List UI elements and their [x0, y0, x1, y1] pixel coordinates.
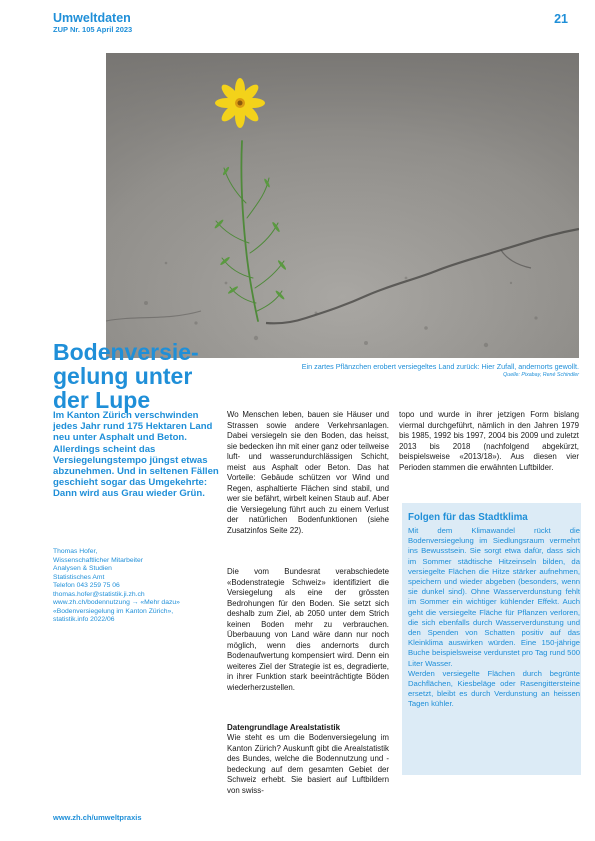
author-role: Wissenschaftlicher Mitarbeiter [53, 556, 144, 564]
sidebar-title: Folgen für das Stadtklima [408, 512, 528, 523]
author-link[interactable]: www.zh.ch/bodennutzung → «Mehr dazu» [53, 599, 180, 606]
flower-in-asphalt-image [106, 53, 579, 358]
issue-label: ZUP Nr. 105 April 2023 [53, 25, 133, 34]
author-report: «Bodenversiegelung im Kanton Zürich», [53, 607, 174, 615]
body-paragraph-4: topo und wurde in ihrer jetzigen Form bislang viermal durchgeführt, nämlich in den Jahren 1979 bis 1985, 1992 bis 1997, 2004 bis 2009 und zuletzt 2013 bis 2018 (nachfolgend abgekürzt, beispielsweise «2013/18»). Aus diesen vier Perioden stammen die erwähnten Luftbilder. [399, 410, 579, 472]
body-subheading: Datengrundlage Arealstatistik [227, 723, 341, 732]
article-lead: Im Kanton Zürich verschwinden jedes Jahr rund 175 Hektaren Land neu unter Asphalt und Beton. Allerdings scheint das Versiegelungstempo jüngst etwas abzunehmen. Und in seltenen Fällen geschieht sogar das Umgekehrte: Dann wird aus Grau wieder Grün. [53, 410, 219, 500]
footer-link[interactable]: www.zh.ch/umweltpraxis [53, 813, 142, 822]
author-ref: statistik.info 2022/06 [53, 616, 115, 623]
article-headline: Bodenversie-gelung unter der Lupe [53, 339, 199, 413]
sidebar-paragraph-2: Werden versiegelte Flächen durch begrünte Dachflächen, Kiesbeläge oder Rasengittersteine ersetzt, bleibt es durch Verdunstung an heissen Tagen kühler. [408, 668, 580, 709]
flower-icon [215, 78, 265, 128]
author-info [53, 548, 228, 625]
section-title: Umweltdaten [53, 11, 131, 25]
hero-photo [106, 53, 579, 358]
author-office: Statistisches Amt [53, 573, 105, 581]
author-name: Thomas Hofer, [53, 548, 98, 555]
sidebar-paragraph-1: Mit dem Klimawandel rückt die Bodenversiegelung im Siedlungsraum vermehrt ins Bewusstsein. Sie sorgt etwa dafür, dass sich im Sommer städtische Hitzeinseln bilden, da versiegelte Flächen die Hitze stärker aufnehmen, speichern und wieder abgeben (besonders, wenn sie dunkel sind). Ohne Wasserverdunstung fehlt im Sommer ein wichtiger kühlender Effekt. Auch geht die versiegelte Fläche für Pflanzen verloren, die sich ebenfalls durch Wasserverdunstung und den Spenden von Schatten positiv auf das Kleinklima auswirken würden. Eine 150-jährige Buche beispielsweise verdunstet pro Tag rund 500 Liter Wasser. [408, 526, 580, 668]
photo-caption: Ein zartes Pflänzchen erobert versiegeltes Land zurück: Hier Zufall, andernorts gewollt. [301, 362, 579, 371]
body-paragraph-3: Wie steht es um die Bodenversiegelung im Kanton Zürich? Auskunft gibt die Arealstatistik des Bundes, welche die Bodennutzung und -bedeckung auf dem gesamten Gebiet der Schweiz erhebt. Sie basiert auf Luftbildern von swiss- [227, 733, 389, 795]
author-phone: Telefon 043 259 75 06 [53, 582, 120, 589]
author-dept: Analysen & Studien [53, 565, 112, 572]
sidebar-text [408, 526, 580, 710]
page-number: 21 [554, 12, 568, 26]
body-paragraph-2: Die vom Bundesrat verabschiedete «Bodenstrategie Schweiz» identifiziert die Versiegelung als eine der grössten Bedrohungen für den Boden. Sie setzt sich deshalb zum Ziel, ab 2050 unter dem Strich keinen Boden mehr zu verbrauchen. Überbauung von Land wäre dann nur noch möglich, wenn dies andernorts durch Bodenaufwertung kompensiert wird. Denn ein weiteres Ziel der Strategie ist es, degradierte, in ihrer Funktion stark beeinträchtigte Böden wiederherzustellen. [227, 567, 389, 692]
photo-credit: Quelle: Pixabay, René Schindler [503, 372, 579, 378]
body-paragraph-1: Wo Menschen leben, bauen sie Häuser und Strassen sowie andere Verkehrsanlagen. Dabei versiegeln sie den Boden, das heisst, sie bedecken ihn mit einer ganz oder teilweise luft- und wasserundurchlässigen Schicht, meist aus Asphalt oder Beton. Das hat Vorteile: Gebäude schützen vor Wind und Regen, asphaltierte Flächen sind stabil, und wer sie befährt, wirbelt keinen Staub auf. Aber die Versiegelung führt auch zu einem Verlust der natürlichen Bodenfunktionen (siehe Zusatzinfos Seite 22). [227, 410, 389, 535]
author-email[interactable]: thomas.hofer@statistik.ji.zh.ch [53, 590, 145, 598]
